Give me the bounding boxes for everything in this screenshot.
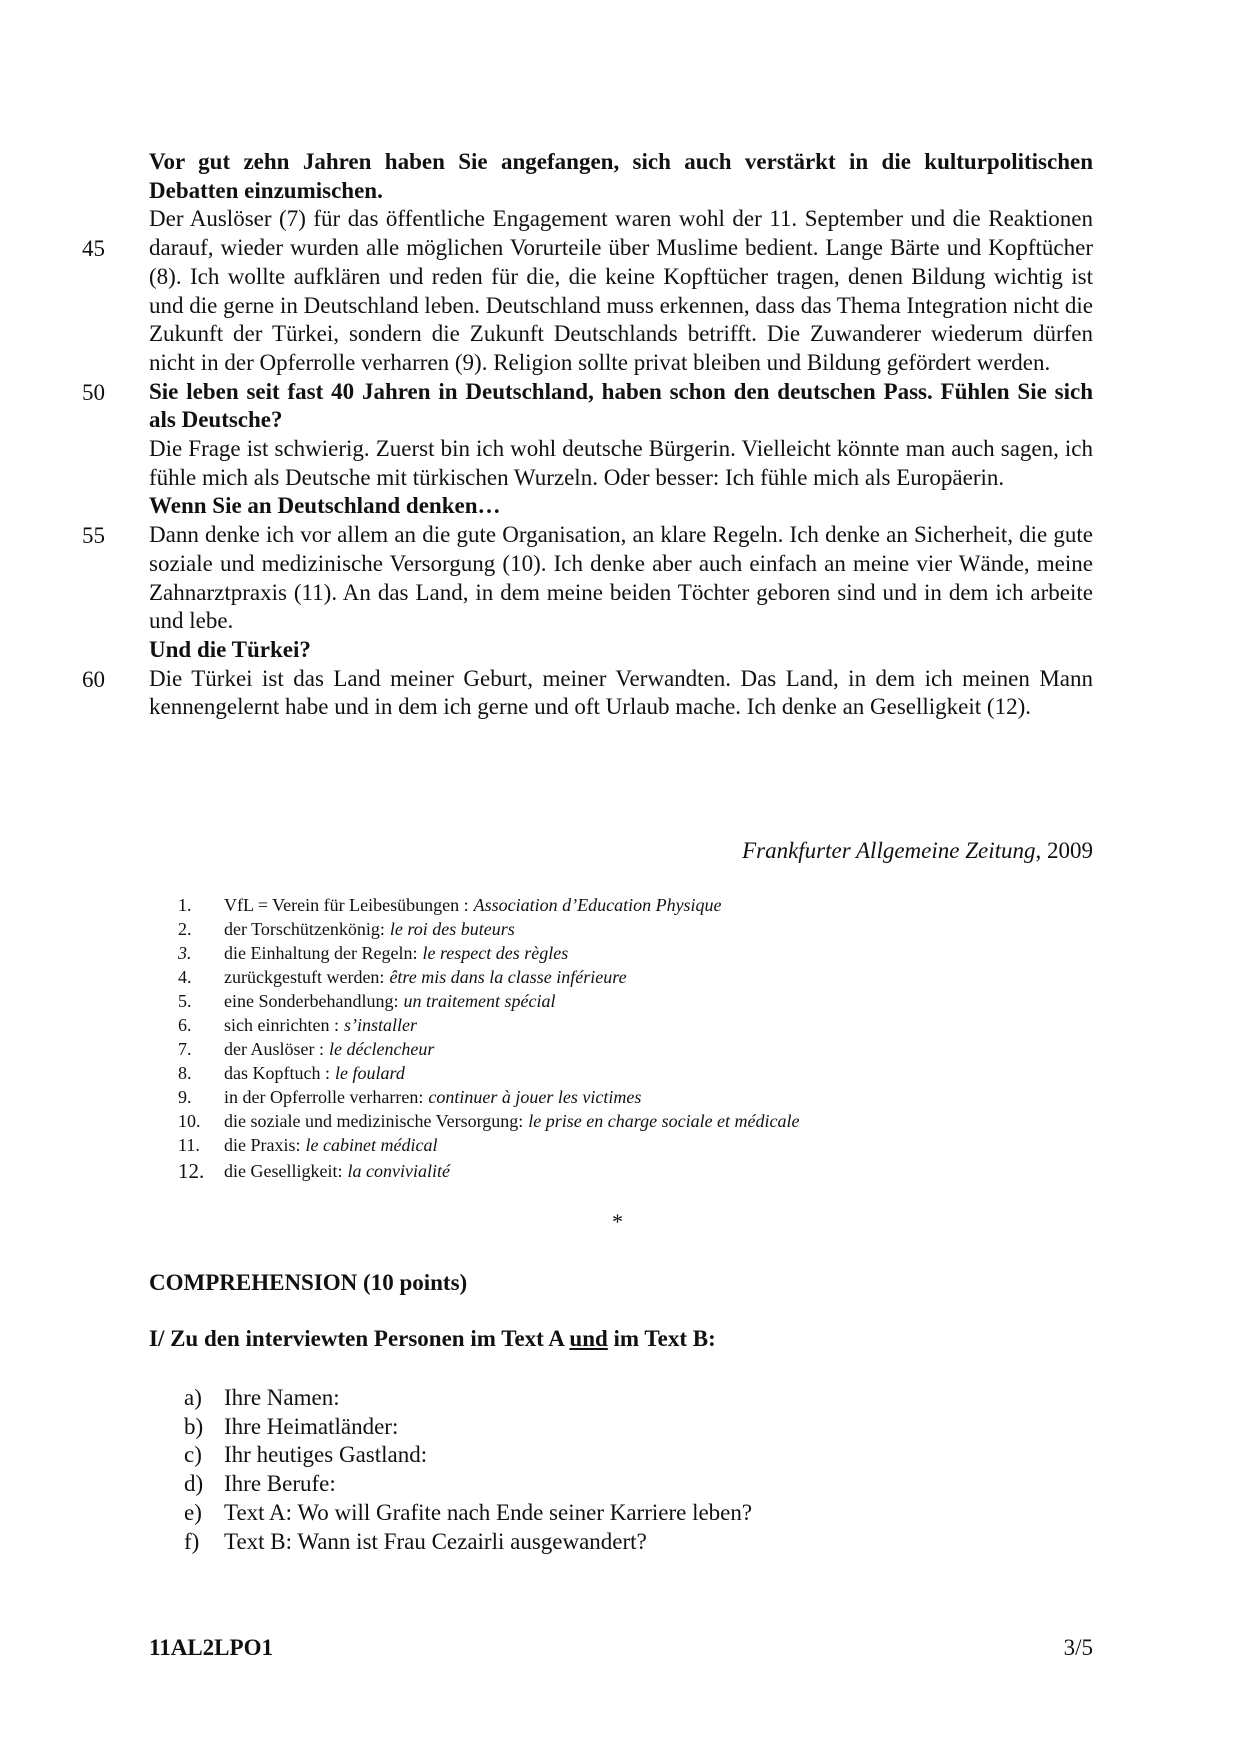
glossary-number: 1. xyxy=(178,895,192,915)
glossary-german: sich einrichten : xyxy=(224,1015,339,1035)
glossary-french: Association d’Education Physique xyxy=(473,895,722,915)
glossary-number: 3. xyxy=(178,943,192,963)
question-letter: e) xyxy=(184,1499,202,1525)
question-text: Ihre Heimatländer: xyxy=(224,1413,399,1439)
question-item xyxy=(184,1413,752,1442)
glossary-number: 5. xyxy=(178,991,192,1011)
question-letter: b) xyxy=(184,1413,204,1439)
glossary-number: 12. xyxy=(178,1159,205,1183)
glossary-french: s’installer xyxy=(343,1015,417,1035)
glossary-number: 9. xyxy=(178,1087,192,1107)
glossary-german: das Kopftuch : xyxy=(224,1063,330,1083)
glossary-number: 8. xyxy=(178,1063,192,1083)
section-heading-text: I/ Zu den interviewten Personen im Text A xyxy=(149,1326,570,1351)
question-item xyxy=(184,1470,752,1499)
glossary-item xyxy=(178,1013,1078,1037)
glossary-item xyxy=(178,917,1078,941)
glossary-number: 6. xyxy=(178,1015,192,1035)
line-number-60: 60 xyxy=(82,667,105,692)
glossary-german: die Geselligkeit: xyxy=(224,1161,343,1181)
glossary-list xyxy=(178,893,1078,1183)
interview-text xyxy=(149,148,1093,722)
glossary-item xyxy=(178,1159,1078,1183)
glossary-french: continuer à jouer les victimes xyxy=(428,1087,642,1107)
question-letter: a) xyxy=(184,1385,202,1410)
glossary-french: le roi des buteurs xyxy=(389,919,515,939)
glossary-german: zurückgestuft werden: xyxy=(224,967,385,987)
interview-answer: Die Türkei ist das Land meiner Geburt, meiner Verwandten. Das Land, in dem ich meinen Mann kennengelernt habe und in dem ich gerne und oft Urlaub mache. Ich denke an Geselligkeit (12). xyxy=(149,665,1093,720)
section-heading xyxy=(149,1324,716,1353)
glossary-number: 7. xyxy=(178,1039,192,1059)
interview-question: Sie leben seit fast 40 Jahren in Deutschland, haben schon den deutschen Pass. Fühlen Sie sich als Deutsche? xyxy=(149,378,1093,433)
glossary-german: der Torschützenkönig: xyxy=(224,919,385,939)
question-text: Text B: Wann ist Frau Cezairli ausgewandert? xyxy=(224,1528,647,1554)
comprehension-title: COMPREHENSION (10 points) xyxy=(149,1270,468,1295)
question-letter: c) xyxy=(184,1442,202,1468)
question-letter: d) xyxy=(184,1471,204,1497)
question-item xyxy=(184,1441,752,1470)
glossary-german: in der Opferrolle verharren: xyxy=(224,1087,424,1107)
glossary-item xyxy=(178,1133,1078,1157)
interview-question: Wenn Sie an Deutschland denken… xyxy=(149,493,501,519)
glossary-german: der Auslöser : xyxy=(224,1039,324,1059)
source-citation xyxy=(149,836,1093,865)
question-list xyxy=(184,1384,752,1556)
question-item xyxy=(184,1384,752,1413)
glossary-item xyxy=(178,1037,1078,1061)
glossary-german: VfL = Verein für Leibesübungen : xyxy=(224,895,469,915)
section-heading-underlined: und xyxy=(569,1326,608,1351)
glossary-number: 10. xyxy=(178,1111,201,1131)
section-heading-text: im Text B: xyxy=(607,1326,716,1351)
question-item xyxy=(184,1499,752,1528)
interview-answer: Dann denke ich vor allem an die gute Organisation, an klare Regeln. Ich denke an Sicherheit, die gute soziale und medizinische Versorgung (10). Ich denke aber auch einfach an meine vier Wände, meine Zahnarztpraxis (11). An das Land, in dem meine beiden Töchter geboren sind und in dem ich arbeite und lebe. xyxy=(149,522,1093,634)
line-number-55: 55 xyxy=(82,523,105,548)
glossary-item xyxy=(178,1109,1078,1133)
glossary-french: un traitement spécial xyxy=(403,991,556,1011)
glossary-item xyxy=(178,1061,1078,1085)
glossary-french: le déclencheur xyxy=(328,1039,435,1059)
glossary-french: le foulard xyxy=(334,1063,405,1083)
glossary-german: die Einhaltung der Regeln: xyxy=(224,943,418,963)
glossary-item xyxy=(178,965,1078,989)
question-item xyxy=(184,1528,752,1557)
glossary-item xyxy=(178,989,1078,1013)
glossary-french: le prise en charge sociale et médicale xyxy=(528,1111,800,1131)
glossary-german: eine Sonderbehandlung: xyxy=(224,991,399,1011)
interview-question: Und die Türkei? xyxy=(149,636,311,662)
interview-answer: Der Auslöser (7) für das öffentliche Engagement waren wohl der 11. September und die Reaktionen darauf, wieder wurden alle möglichen Vorurteile über Muslime bedient. Lange Bärte und Kopftücher (8). Ich wollte aufklären und reden für die, die keine Kopftücher tragen, denen Bildung wichtig ist und die gerne in Deutschland leben. Deutschland muss erkennen, dass das Thema Integration nicht die Zukunft der Türkei, sondern die Zukunft Deutschlands betrifft. Die Zuwanderer wiederum dürfen nicht in der Opferrolle verharren (9). Religion sollte privat bleiben und Bildung gefördert werden. xyxy=(149,206,1093,375)
section-separator: * xyxy=(612,1209,623,1234)
source-journal: Frankfurter Allgemeine Zeitung xyxy=(742,838,1036,863)
source-year: , 2009 xyxy=(1035,838,1093,863)
glossary-item xyxy=(178,893,1078,917)
glossary-french: être mis dans la classe inférieure xyxy=(389,967,627,987)
question-letter: f) xyxy=(184,1528,200,1554)
page-number: 3/5 xyxy=(1063,1635,1093,1660)
glossary-number: 11. xyxy=(178,1135,200,1155)
question-text: Ihre Berufe: xyxy=(224,1471,336,1497)
glossary-number: 4. xyxy=(178,967,192,987)
glossary-item xyxy=(178,1085,1078,1109)
glossary-german: die Praxis: xyxy=(224,1135,301,1155)
document-code: 11AL2LPO1 xyxy=(149,1635,273,1660)
line-number-45: 45 xyxy=(82,236,105,261)
interview-answer: Die Frage ist schwierig. Zuerst bin ich wohl deutsche Bürgerin. Vielleicht könnte man auch sagen, ich fühle mich als Deutsche mit türkischen Wurzeln. Oder besser: Ich fühle mich als Europäerin. xyxy=(149,436,1093,490)
question-text: Text A: Wo will Grafite nach Ende seiner Karriere leben? xyxy=(224,1499,753,1525)
interview-question: Vor gut zehn Jahren haben Sie angefangen, sich auch verstärkt in die kulturpolitischen Debatten einzumischen. xyxy=(149,149,1093,203)
glossary-german: die soziale und medizinische Versorgung: xyxy=(224,1111,524,1131)
glossary-french: le respect des règles xyxy=(422,943,569,963)
glossary-item xyxy=(178,941,1078,965)
line-number-50: 50 xyxy=(82,380,105,405)
glossary-number: 2. xyxy=(178,919,192,939)
glossary-french: le cabinet médical xyxy=(305,1135,438,1155)
question-text: Ihr heutiges Gastland: xyxy=(224,1442,428,1468)
glossary-french: la convivialité xyxy=(347,1161,450,1181)
question-text: Ihre Namen: xyxy=(224,1385,340,1410)
